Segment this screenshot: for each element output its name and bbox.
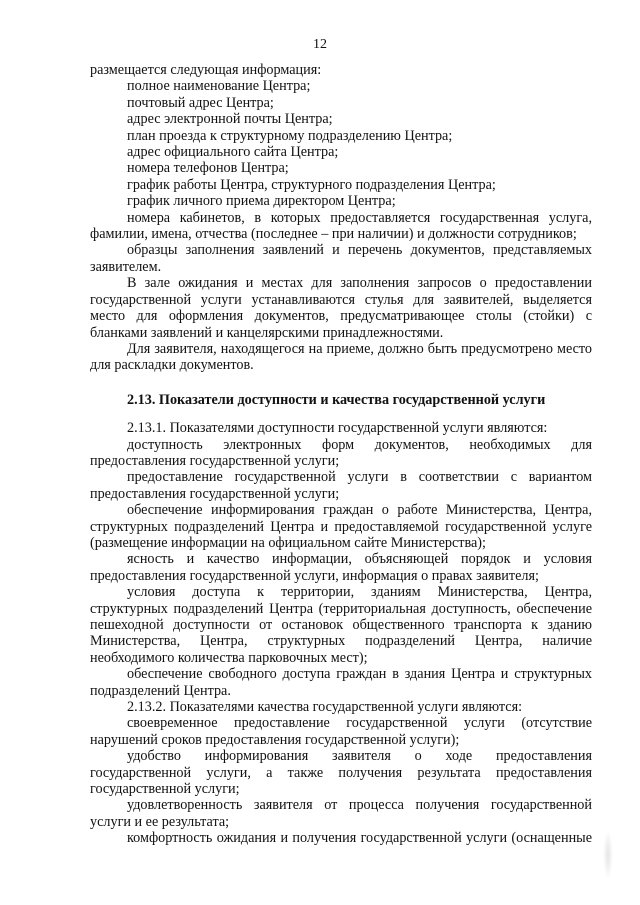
info-item: адрес электронной почты Центра; (127, 111, 333, 128)
page-number: 12 (313, 37, 327, 52)
applicant-place-paragraph: Для заявителя, находящегося на приеме, должно быть предусмотрено место для раскладки документов. (90, 340, 592, 374)
info-item: образцы заполнения заявлений и перечень документов, представляемых заявителем. (90, 242, 592, 275)
info-item: график работы Центра, структурного подразделения Центра; (127, 176, 496, 193)
quality-item: комфортность ожидания и получения государственной услуги (оснащенные (127, 830, 592, 847)
accessibility-item: предоставление государственной услуги в соответствии с вариантом предоставления государственной услуги; (90, 469, 592, 502)
document-body (90, 62, 592, 847)
info-intro: размещается следующая информация: (90, 62, 322, 78)
info-item: почтовый адрес Центра; (127, 94, 274, 111)
info-item: адрес официального сайта Центра; (127, 144, 339, 161)
info-item: график личного приема директором Центра; (127, 193, 396, 210)
info-item: полное наименование Центра; (127, 78, 311, 95)
info-item: номера телефонов Центра; (127, 160, 289, 177)
quality-item: удовлетворенность заявителя от процесса получения государственной услуги и ее результата; (90, 797, 592, 830)
quality-item: своевременное предоставление государственной услуги (отсутствие нарушений сроков предоставления государственной услуги); (90, 715, 592, 748)
accessibility-item: обеспечение информирования граждан о работе Министерства, Центра, структурных подразделений Центра и предоставляемой государственной услуге (размещение информации на официальном сайте Министерства); (90, 502, 592, 551)
section-heading: 2.13. Показатели доступности и качества государственной услуги (127, 391, 546, 408)
accessibility-intro: 2.13.1. Показателями доступности государственной услуги являются: (127, 420, 548, 437)
scan-stain (603, 830, 613, 880)
accessibility-item: условия доступа к территории, зданиям Министерства, Центра, структурных подразделений Центра (территориальная доступность, обеспечение пешеходной доступности от остановок общественного транспорта к зданию Министерства, Центра, структурных подразделений Центра, наличие необходимого количества парковочных мест); (90, 584, 592, 666)
info-item: план проезда к структурному подразделению Центра; (127, 127, 453, 144)
info-item: номера кабинетов, в которых предоставляется государственная услуга, фамилии, имена, отчества (последнее – при наличии) и должности сотрудников; (90, 209, 592, 243)
waiting-hall-paragraph: В зале ожидания и местах для заполнения запросов о предоставлении государственной услуги устанавливаются стулья для заявителей, выделяется место для оформления документов, предусматривающее столы (стойки) с бланками заявлений и канцелярскими принадлежностями. (90, 275, 592, 341)
accessibility-item: обеспечение свободного доступа граждан в здания Центра и структурных подразделений Центра. (90, 666, 592, 699)
quality-item: удобство информирования заявителя о ходе предоставления государственной услуги, а также получения результата предоставления государственной услуги; (90, 748, 592, 798)
accessibility-item: ясность и качество информации, объясняющей порядок и условия предоставления государственной услуги, информация о правах заявителя; (90, 551, 592, 584)
quality-intro: 2.13.2. Показателями качества государственной услуги являются: (127, 699, 523, 716)
accessibility-item: доступность электронных форм документов, необходимых для предоставления государственной услуги; (90, 436, 592, 469)
